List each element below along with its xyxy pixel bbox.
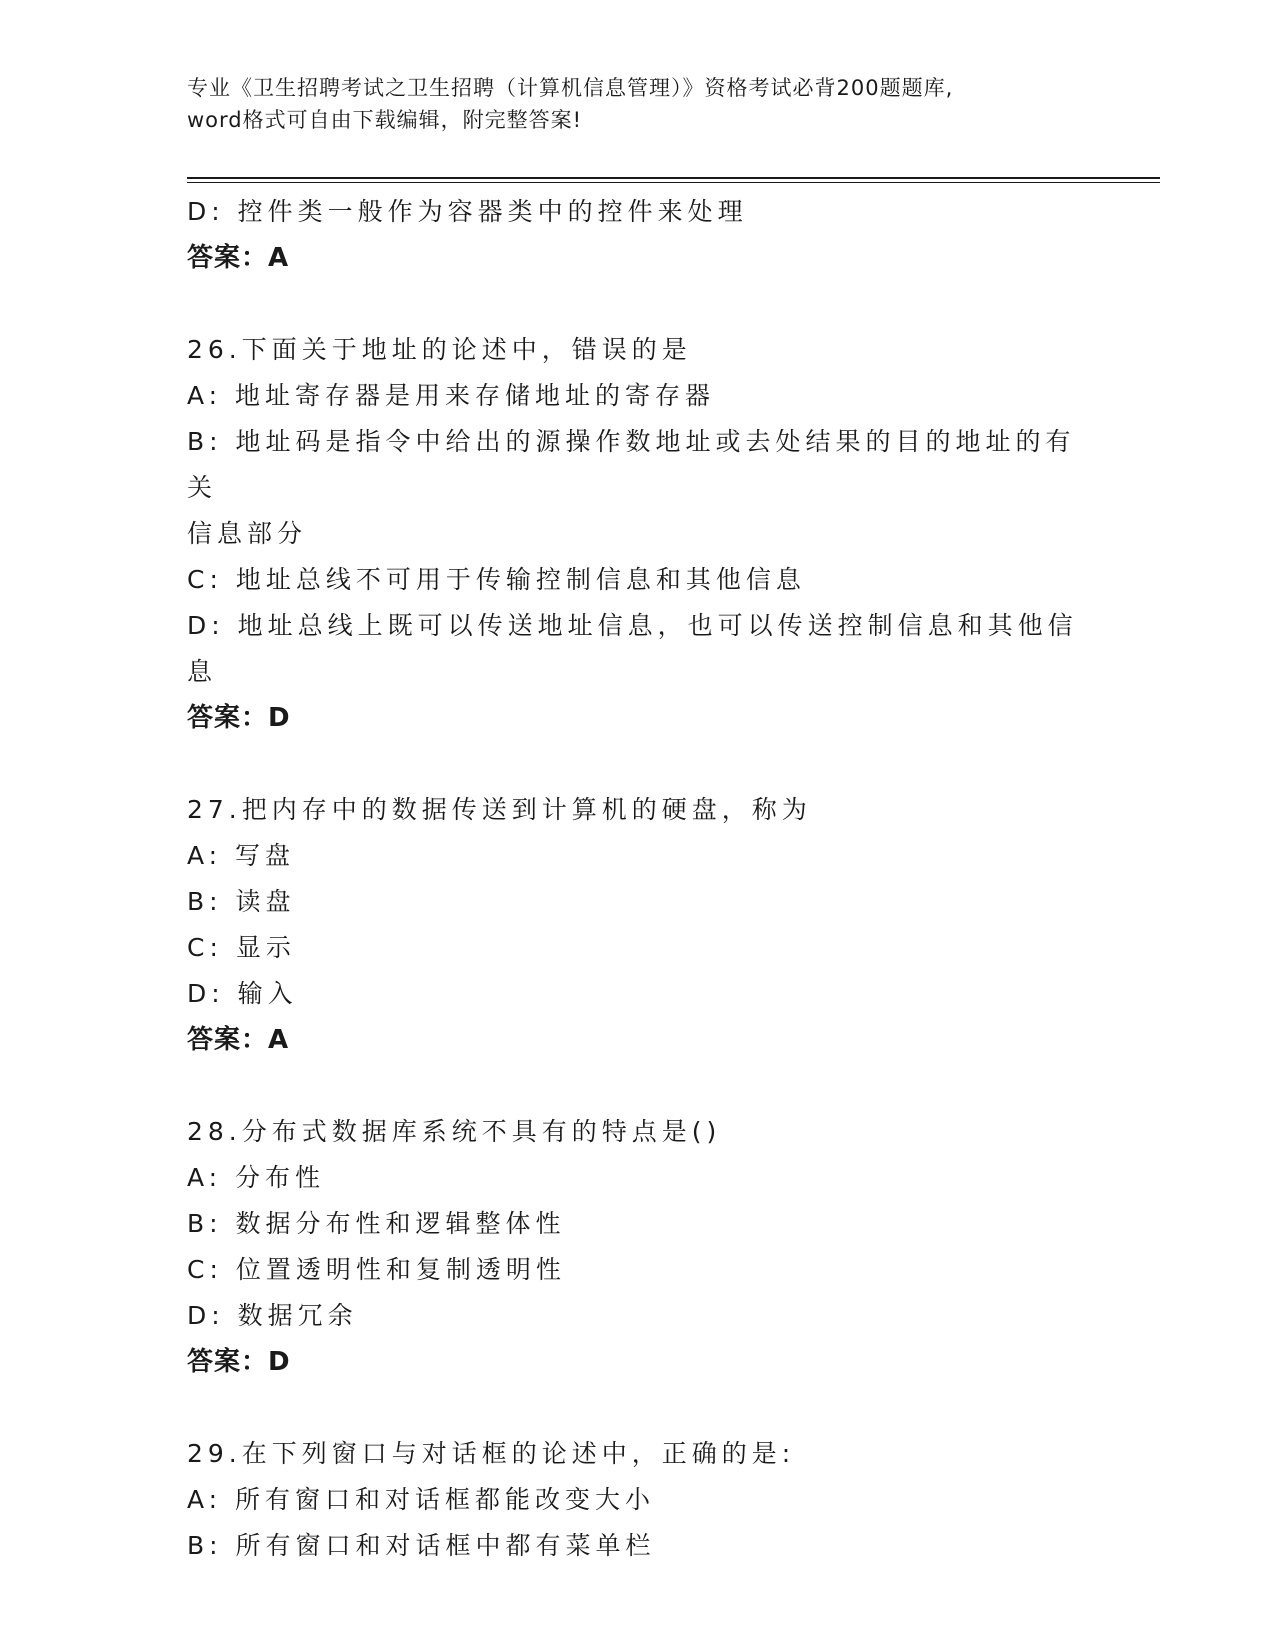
option-c: C: 地址总线不可用于传输控制信息和其他信息 bbox=[187, 565, 806, 594]
option-a: A: 写盘 bbox=[187, 841, 296, 870]
question-29 bbox=[187, 1431, 1087, 1569]
option-b: B: 读盘 bbox=[187, 887, 296, 916]
option-a: A: 所有窗口和对话框都能改变大小 bbox=[187, 1485, 656, 1514]
document-header bbox=[187, 72, 1087, 136]
header-line-2: word格式可自由下载编辑，附完整答案! bbox=[187, 108, 583, 132]
option-c: C: 显示 bbox=[187, 933, 296, 962]
answer: 答案：D bbox=[187, 1347, 291, 1377]
option-b: B: 地址码是指令中给出的源操作数地址或去处结果的目的地址的有关 bbox=[187, 427, 1076, 502]
spacer bbox=[187, 741, 1087, 787]
question-stem: 26.下面关于地址的论述中，错误的是 bbox=[187, 335, 692, 364]
answer: 答案：D bbox=[187, 703, 291, 733]
spacer bbox=[187, 281, 1087, 327]
question-stem: 29.在下列窗口与对话框的论述中，正确的是: bbox=[187, 1439, 796, 1468]
question-list bbox=[187, 189, 1087, 1569]
answer: 答案：A bbox=[187, 1025, 290, 1055]
header-divider-thin bbox=[187, 182, 1160, 183]
option-b-continued: 信息部分 bbox=[187, 519, 308, 548]
option-d: D: 数据冗余 bbox=[187, 1301, 358, 1330]
question-26 bbox=[187, 327, 1087, 741]
header-divider-thick bbox=[187, 177, 1160, 179]
question-stem: 28.分布式数据库系统不具有的特点是() bbox=[187, 1117, 722, 1146]
option-a: A: 分布性 bbox=[187, 1163, 326, 1192]
question-stem: 27.把内存中的数据传送到计算机的硬盘，称为 bbox=[187, 795, 812, 824]
spacer bbox=[187, 1385, 1087, 1431]
option-c: C: 位置透明性和复制透明性 bbox=[187, 1255, 566, 1284]
question-27 bbox=[187, 787, 1087, 1063]
question-25-tail bbox=[187, 189, 1087, 281]
header-line-1: 专业《卫生招聘考试之卫生招聘（计算机信息管理）》资格考试必背200题题库, bbox=[187, 76, 954, 100]
option-a: A: 地址寄存器是用来存储地址的寄存器 bbox=[187, 381, 716, 410]
option-b: B: 所有窗口和对话框中都有菜单栏 bbox=[187, 1531, 656, 1560]
question-28 bbox=[187, 1109, 1087, 1385]
option-d: D: 控件类一般作为容器类中的控件来处理 bbox=[187, 197, 748, 226]
option-b: B: 数据分布性和逻辑整体性 bbox=[187, 1209, 566, 1238]
option-d: D: 输入 bbox=[187, 979, 298, 1008]
option-d: D: 地址总线上既可以传送地址信息，也可以传送控制信息和其他信息 bbox=[187, 611, 1078, 686]
answer: 答案：A bbox=[187, 243, 290, 273]
spacer bbox=[187, 1063, 1087, 1109]
